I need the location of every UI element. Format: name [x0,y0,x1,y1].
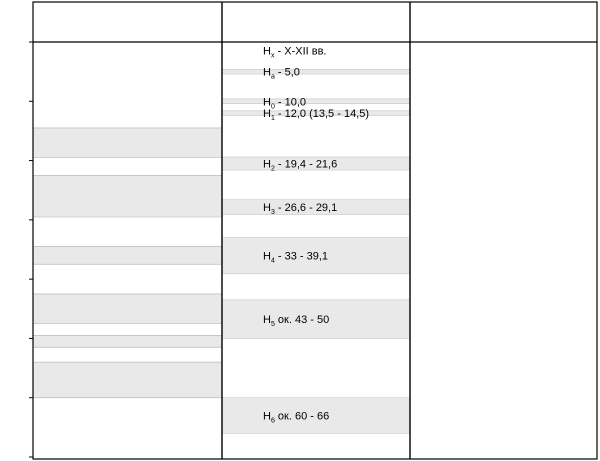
zone-band-HP6 [33,362,222,398]
heinrich-label-H2: $H_2 - 19,4 - 21,6$ [263,158,338,173]
heinrich-label-H3: $H_3 - 26,6 - 29,1$ [263,202,338,217]
zone-band-HP4 [33,294,222,324]
heinrich-band-H-a [222,69,410,74]
zone-band-HP3 [33,247,222,265]
zone-band-HP5 [33,335,222,347]
heinrich-label-H-a: $H_a - 5,0$ [263,66,300,81]
heinrich-label-H5: $H_5$ ок. 43 - 50 [263,314,330,329]
zone-band-HP1 [33,128,222,158]
heinrich-label-H0: $H_0 - 10,0$ [263,96,307,111]
heinrich-band-H0 [222,99,410,104]
heinrich-label-H1: $H_1 - 12,0$ (13,5 - 14,5) [263,108,370,123]
heinrich-label-H4: $H_4 - 33 - 39,1$ [263,250,329,265]
zone-band-HP2 [33,175,222,217]
heinrich-label-H6: $H_6$ ок. 60 - 66 [263,410,330,425]
heinrich-label-H-x: $H_x - X-XII$ вв. [263,45,327,60]
